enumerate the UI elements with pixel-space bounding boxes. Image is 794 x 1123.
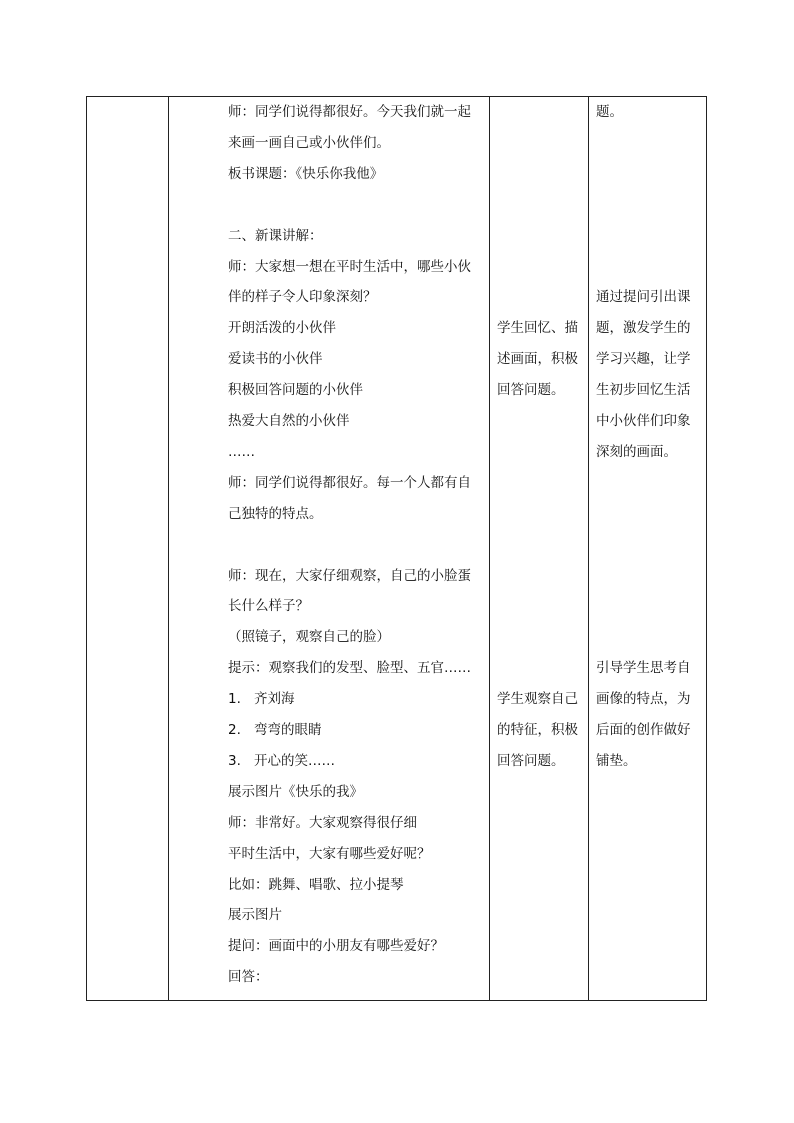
process-line: 师：同学们说得都很好。今天我们就一起	[228, 104, 471, 120]
design-intent-line: 学习兴趣，让学	[596, 351, 691, 368]
student-activity-line: 回答问题。	[497, 382, 565, 399]
process-line: 热爱大自然的小伙伴	[228, 413, 350, 429]
design-intent-line: 题。	[596, 104, 623, 120]
design-intent-line: 题，激发学生的	[596, 320, 691, 337]
design-intent-line: 后面的创作做好	[596, 722, 691, 738]
process-line: 伴的样子令人印象深刻？	[228, 289, 377, 306]
list-item-text: 弯弯的眼睛	[254, 722, 322, 738]
design-intent-line: 通过提问引出课	[596, 289, 691, 306]
design-intent-line: 引导学生思考自	[596, 660, 691, 677]
student-activity-line: 学生回忆、描	[497, 320, 578, 337]
process-line: 展示图片	[228, 907, 282, 924]
process-line: 师：同学们说得都很好。每一个人都有自	[228, 474, 471, 491]
list-number: 2.	[228, 722, 241, 738]
process-line: 展示图片《快乐的我》	[228, 783, 363, 800]
student-activity-line: 述画面，积极	[497, 351, 578, 368]
list-item-text: 开心的笑……	[254, 752, 335, 769]
process-line: ……	[228, 443, 255, 460]
process-line: 提问：画面中的小朋友有哪些爱好？	[228, 938, 444, 955]
process-line: 平时生活中，大家有哪些爱好呢？	[228, 845, 431, 862]
student-activity-line: 学生观察自己	[497, 691, 578, 708]
column-divider-3	[588, 96, 589, 1001]
design-intent-line: 生初步回忆生活	[596, 382, 691, 399]
list-number: 1.	[228, 691, 241, 708]
process-line: 来画一画自己或小伙伴们。	[228, 134, 390, 151]
process-line: 长什么样子？	[228, 598, 309, 615]
process-line: 积极回答问题的小伙伴	[228, 382, 363, 399]
design-intent-line: 铺垫。	[596, 752, 637, 769]
design-intent-line: 中小伙伴们印象	[596, 413, 691, 429]
column-divider-1	[168, 96, 169, 1001]
process-line: 师：现在，大家仔细观察，自己的小脸蛋	[228, 567, 471, 584]
process-line: 师：大家想一想在平时生活中，哪些小伙	[228, 258, 471, 275]
design-intent-line: 深刻的画面。	[596, 443, 677, 460]
process-line: 二、新课讲解：	[228, 227, 323, 244]
process-line: 板书课题：《快乐你我他》	[228, 165, 384, 182]
process-line: 师：非常好。大家观察得很仔细	[228, 814, 417, 831]
list-number: 3.	[228, 752, 241, 769]
lesson-table	[86, 96, 707, 1001]
process-line: 己独特的特点。	[228, 505, 323, 522]
student-activity-line: 回答问题。	[497, 752, 565, 769]
student-activity-line: 的特征，积极	[497, 722, 578, 738]
column-divider-2	[489, 96, 490, 1001]
list-item-text: 齐刘海	[254, 691, 295, 708]
process-line: 回答：	[228, 969, 269, 986]
process-line: 提示：观察我们的发型、脸型、五官……	[228, 660, 471, 677]
process-line: 爱读书的小伙伴	[228, 351, 323, 368]
process-line: （照镜子，观察自己的脸）	[228, 629, 390, 646]
design-intent-line: 画像的特点，为	[596, 691, 691, 708]
process-line: 比如：跳舞、唱歌、拉小提琴	[228, 876, 404, 893]
process-line: 开朗活泼的小伙伴	[228, 320, 336, 337]
